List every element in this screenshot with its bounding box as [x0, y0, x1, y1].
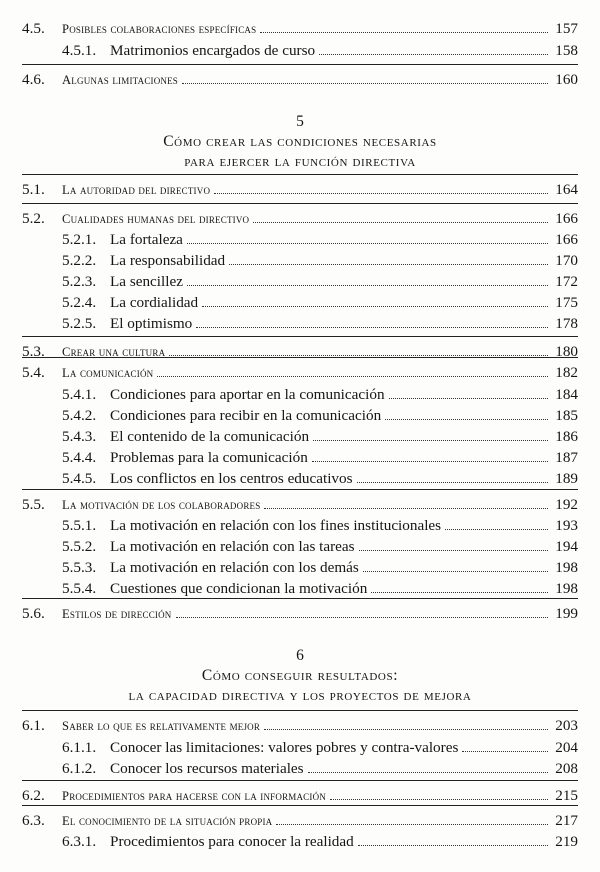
entry-title: La cordialidad	[110, 293, 199, 311]
entry-title: El contenido de la comunicación	[110, 427, 310, 445]
entry-title: La autoridad del directivo	[62, 183, 211, 198]
entry-page: 182	[555, 363, 578, 381]
entry-title: La motivación en relación con los fines institucionales	[110, 516, 442, 534]
entry-number: 5.4.2.	[62, 406, 97, 424]
toc-subentry[interactable]	[62, 36, 578, 58]
chapter-6-heading	[0, 646, 600, 706]
entry-number: 5.5.4.	[62, 579, 97, 597]
entry-page: 187	[555, 448, 578, 466]
dot-leader	[389, 398, 548, 399]
entry-number: 5.6.	[22, 604, 45, 622]
entry-page: 194	[555, 537, 578, 555]
entry-number: 5.2.4.	[62, 293, 97, 311]
entry-title: La motivación en relación con las tareas	[110, 537, 355, 555]
chapter-title-line-1: Cómo conseguir resultados:	[201, 667, 399, 684]
entry-page: 158	[555, 41, 578, 59]
toc-entry[interactable]	[22, 65, 578, 87]
entry-number: 5.4.5.	[62, 469, 97, 487]
dot-leader	[358, 845, 548, 846]
chapter-title-line-2: para ejercer la función directiva	[184, 153, 416, 170]
entry-number: 5.5.	[22, 495, 45, 513]
chapter-title-line-1: Cómo crear las condiciones necesarias	[163, 133, 437, 150]
entry-number: 5.5.3.	[62, 558, 97, 576]
dot-leader	[313, 440, 548, 441]
chapter-title-line-2: la capacidad directiva y los proyectos de mejora	[128, 687, 472, 704]
toc-subentry[interactable]	[62, 574, 578, 596]
toc-subentry[interactable]	[62, 288, 578, 310]
entry-number: 5.2.	[22, 209, 45, 227]
toc-subentry[interactable]	[62, 422, 578, 444]
entry-title: La responsabilidad	[110, 251, 226, 269]
dot-leader	[229, 264, 548, 265]
entry-page: 184	[555, 385, 578, 403]
entry-page: 185	[555, 406, 578, 424]
entry-page: 175	[555, 293, 578, 311]
entry-number: 4.5.1.	[62, 41, 97, 59]
chapter-5-heading	[0, 112, 600, 172]
entry-number: 5.4.	[22, 363, 45, 381]
entry-title: La comunicación	[62, 366, 154, 381]
entry-title: Crear una cultura	[62, 345, 166, 360]
entry-page: 160	[555, 70, 578, 88]
entry-page: 192	[555, 495, 578, 513]
dot-leader	[264, 508, 548, 509]
entry-title: Cuestiones que condicionan la motivación	[110, 579, 368, 597]
toc-subentry[interactable]	[62, 443, 578, 465]
dot-leader	[445, 529, 548, 530]
dot-leader	[260, 32, 548, 33]
entry-title: Saber lo que es relativamente mejor	[62, 719, 261, 734]
entry-number: 6.1.	[22, 716, 45, 734]
dot-leader	[462, 751, 548, 752]
entry-page: 164	[555, 180, 578, 198]
entry-page: 180	[555, 342, 578, 360]
entry-title: Condiciones para aportar en la comunicación	[110, 385, 385, 403]
dot-leader	[319, 54, 548, 55]
entry-page: 198	[555, 558, 578, 576]
toc-entry[interactable]	[22, 337, 578, 359]
entry-page: 204	[555, 738, 578, 756]
entry-title: El conocimiento de la situación propia	[62, 814, 273, 829]
toc-entry[interactable]	[22, 175, 578, 197]
entry-number: 5.5.2.	[62, 537, 97, 555]
entry-page: 189	[555, 469, 578, 487]
entry-number: 6.3.1.	[62, 832, 97, 850]
entry-number: 5.2.3.	[62, 272, 97, 290]
dot-leader	[357, 482, 548, 483]
entry-number: 5.2.2.	[62, 251, 97, 269]
entry-number: 4.5.	[22, 19, 45, 37]
dot-leader	[202, 306, 548, 307]
dot-leader	[276, 824, 548, 825]
toc-subentry[interactable]	[62, 532, 578, 554]
toc-subentry[interactable]	[62, 464, 578, 486]
toc-subentry[interactable]	[62, 511, 578, 533]
entry-page: 186	[555, 427, 578, 445]
toc-subentry[interactable]	[62, 225, 578, 247]
dot-leader	[359, 550, 548, 551]
entry-page: 199	[555, 604, 578, 622]
toc-subentry[interactable]	[62, 401, 578, 423]
entry-number: 6.1.1.	[62, 738, 97, 756]
entry-number: 6.3.	[22, 811, 45, 829]
entry-page: 170	[555, 251, 578, 269]
entry-page: 157	[555, 19, 578, 37]
toc-entry[interactable]	[22, 599, 578, 621]
entry-number: 6.1.2.	[62, 759, 97, 777]
toc-entry[interactable]	[22, 806, 578, 828]
entry-page: 166	[555, 230, 578, 248]
dot-leader	[214, 193, 548, 194]
toc-entry[interactable]	[22, 711, 578, 733]
dot-leader	[253, 222, 548, 223]
entry-title: Los conflictos en los centros educativos	[110, 469, 353, 487]
entry-page: 208	[555, 759, 578, 777]
entry-page: 217	[555, 811, 578, 829]
entry-title: La motivación en relación con los demás	[110, 558, 359, 576]
entry-number: 5.3.	[22, 342, 45, 360]
entry-number: 5.5.1.	[62, 516, 97, 534]
dot-leader	[187, 285, 548, 286]
entry-number: 5.4.1.	[62, 385, 97, 403]
dot-leader	[330, 799, 548, 800]
dot-leader	[169, 355, 548, 356]
entry-title: El optimismo	[110, 314, 193, 332]
entry-title: Estilos de dirección	[62, 607, 172, 622]
chapter-number: 6	[296, 647, 304, 664]
entry-title: Matrimonios encargados de curso	[110, 41, 316, 59]
toc-subentry[interactable]	[62, 754, 578, 776]
entry-page: 215	[555, 786, 578, 804]
entry-title: Procedimientos para conocer la realidad	[110, 832, 354, 850]
toc-subentry[interactable]	[62, 380, 578, 402]
entry-number: 5.4.3.	[62, 427, 97, 445]
dot-leader	[308, 772, 548, 773]
entry-title: Cualidades humanas del directivo	[62, 212, 250, 227]
toc-entry[interactable]	[22, 490, 578, 512]
entry-title: La fortaleza	[110, 230, 183, 248]
dot-leader	[385, 419, 548, 420]
entry-title: Conocer las limitaciones: valores pobres y contra-valores	[110, 738, 459, 756]
entry-title: La motivación de los colaboradores	[62, 498, 261, 513]
entry-title: Condiciones para recibir en la comunicación	[110, 406, 382, 424]
entry-number: 5.1.	[22, 180, 45, 198]
entry-page: 203	[555, 716, 578, 734]
dot-leader	[264, 729, 548, 730]
toc-subentry[interactable]	[62, 246, 578, 268]
dot-leader	[176, 617, 549, 618]
toc-subentry[interactable]	[62, 827, 578, 849]
entry-title: Algunas limitaciones	[62, 73, 179, 88]
toc-entry[interactable]	[22, 781, 578, 803]
toc-entry[interactable]	[22, 204, 578, 226]
chapter-number: 5	[296, 113, 304, 130]
entry-page: 178	[555, 314, 578, 332]
entry-page: 219	[555, 832, 578, 850]
toc-entry[interactable]	[22, 358, 578, 380]
entry-title: Procedimientos para hacerse con la información	[62, 789, 326, 804]
entry-title: Posibles colaboraciones específicas	[62, 22, 257, 37]
entry-number: 4.6.	[22, 70, 45, 88]
entry-title: La sencillez	[110, 272, 183, 290]
dot-leader	[157, 376, 548, 377]
entry-number: 5.2.1.	[62, 230, 97, 248]
dot-leader	[182, 83, 548, 84]
entry-page: 172	[555, 272, 578, 290]
toc-subentry[interactable]	[62, 309, 578, 331]
entry-title: Problemas para la comunicación	[110, 448, 308, 466]
entry-number: 6.2.	[22, 786, 45, 804]
toc-subentry[interactable]	[62, 733, 578, 755]
entry-page: 198	[555, 579, 578, 597]
dot-leader	[196, 327, 548, 328]
dot-leader	[187, 243, 548, 244]
entry-page: 166	[555, 209, 578, 227]
entry-title: Conocer los recursos materiales	[110, 759, 304, 777]
dot-leader	[312, 461, 548, 462]
toc-subentry[interactable]	[62, 553, 578, 575]
dot-leader	[371, 592, 548, 593]
dot-leader	[363, 571, 548, 572]
toc-subentry[interactable]	[62, 267, 578, 289]
entry-number: 5.4.4.	[62, 448, 97, 466]
entry-page: 193	[555, 516, 578, 534]
entry-number: 5.2.5.	[62, 314, 97, 332]
toc-entry[interactable]	[22, 14, 578, 36]
